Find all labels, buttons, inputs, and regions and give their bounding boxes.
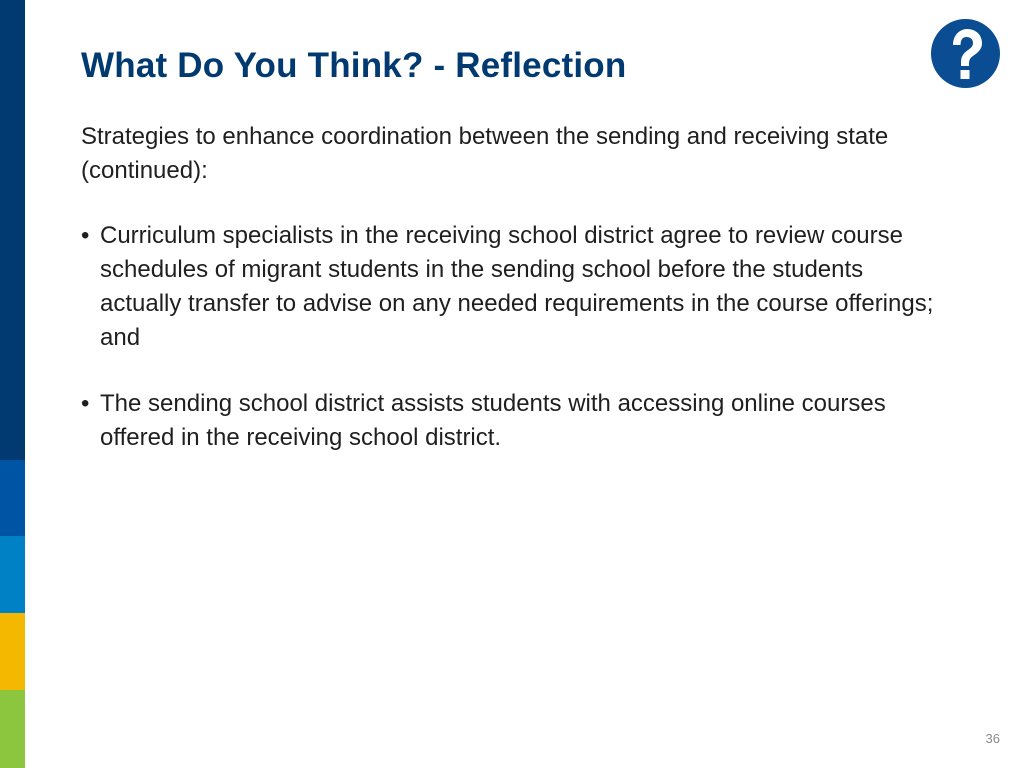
- side-bar-segment-green: [0, 690, 25, 768]
- bullet-marker: •: [81, 390, 90, 417]
- bullet-text: Curriculum specialists in the receiving school district agree to review course schedules of migrant students in the sending school before the students actually transfer to advise on any needed requirements in the course offerings; and: [100, 222, 934, 351]
- side-bar-segment-blue: [0, 460, 25, 536]
- side-color-bar: [0, 0, 25, 768]
- question-mark-icon: [931, 19, 1000, 88]
- bullet-text: The sending school district assists students with accessing online courses offered in the receiving school district.: [100, 390, 886, 451]
- list-item: [81, 387, 941, 455]
- side-bar-segment-light-blue: [0, 536, 25, 613]
- list-item: [81, 219, 941, 355]
- side-bar-segment-yellow: [0, 613, 25, 690]
- intro-text: Strategies to enhance coordination between the sending and receiving state (continued):: [81, 123, 889, 184]
- slide-title: What Do You Think? - Reflection: [81, 46, 627, 85]
- side-bar-segment-navy: [0, 0, 25, 460]
- bullet-list: [81, 219, 941, 487]
- page-number: 36: [985, 731, 1000, 746]
- bullet-marker: •: [81, 222, 90, 249]
